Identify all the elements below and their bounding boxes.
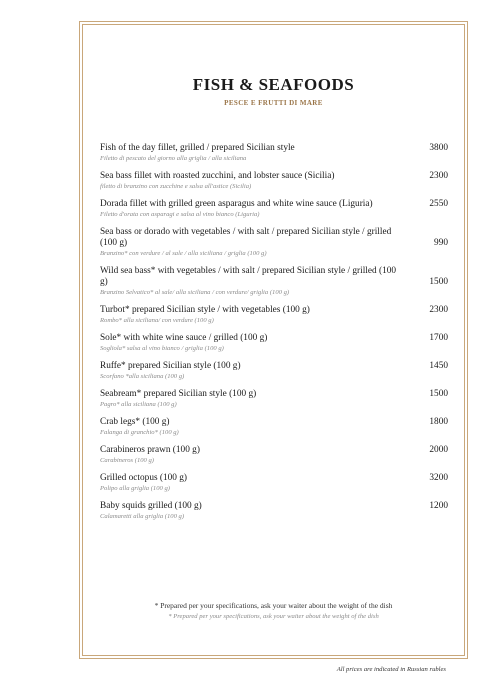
- menu-item-price: 1500: [429, 277, 448, 287]
- menu-item-italian: Sogliola* salsa al vino bianco / griglia (100 g): [100, 345, 224, 352]
- menu-item-name: Turbot* prepared Sicilian style / with vegetables (100 g): [100, 305, 310, 315]
- menu-item: [100, 171, 448, 191]
- menu-item-price: 2000: [429, 445, 448, 455]
- menu-item: [100, 473, 448, 493]
- currency-note: All prices are indicated in Russian rubles: [336, 666, 446, 673]
- menu-item-price: 1500: [429, 389, 448, 399]
- menu-item: [100, 333, 448, 353]
- menu-item-name: Dorada fillet with grilled green asparagus and white wine sauce (Liguria): [100, 199, 373, 209]
- menu-item-price: 3200: [429, 473, 448, 483]
- menu-item: [100, 143, 448, 163]
- menu-item-price: 2550: [429, 199, 448, 209]
- menu-item-name: Seabream* prepared Sicilian style (100 g): [100, 389, 257, 399]
- menu-item: [100, 361, 448, 381]
- menu-item-price: 1800: [429, 417, 448, 427]
- menu-item-italian: Branzino Selvatico* al sale/ alla siciliana / con verdure/ griglia (100 g): [100, 289, 290, 296]
- menu-item: [100, 501, 448, 521]
- menu-item: [100, 305, 448, 325]
- menu-item-italian: Calamaretti alla griglia (100 g): [100, 513, 185, 520]
- menu-list: [100, 143, 448, 529]
- menu-item-italian: Polipo alla griglia (100 g): [100, 485, 170, 492]
- page-title: FISH & SEAFOODS: [192, 75, 355, 94]
- menu-item-name: Carabineros prawn (100 g): [100, 445, 200, 455]
- footnote-italic: * Prepared per your specifications, ask your waiter about the weight of the dish: [168, 613, 379, 620]
- menu-item-name: Ruffe* prepared Sicilian style (100 g): [100, 361, 241, 371]
- menu-item-price: 990: [434, 238, 448, 248]
- menu-item-name: Fish of the day fillet, grilled / prepared Sicilian style: [100, 143, 295, 153]
- menu-item-italian: filetto di branzino con zucchine e salsa all'astice (Sicilia): [100, 183, 252, 190]
- menu-item-price: 3800: [429, 143, 448, 153]
- footnote: * Prepared per your specifications, ask your waiter about the weight of the dish: [154, 601, 393, 610]
- menu-item-price: 2300: [429, 305, 448, 315]
- menu-item-price: 2300: [429, 171, 448, 181]
- menu-item-price: 1200: [429, 501, 448, 511]
- menu-item-italian: Filetto d'orata con asparagi e salsa al vino bianco (Liguria): [100, 211, 260, 218]
- menu-item-name: Sea bass or dorado with vegetables / with salt / prepared Sicilian style / grilled (100 g): [100, 227, 392, 248]
- menu-item: [100, 266, 448, 297]
- menu-item: [100, 445, 448, 465]
- menu-item-name: Sole* with white wine sauce / grilled (100 g): [100, 333, 268, 343]
- page-subtitle: PESCE E FRUTTI DI MARE: [224, 99, 323, 107]
- menu-item-italian: Pagro* alla siciliana (100 g): [100, 401, 177, 408]
- menu-item-name: Grilled octopus (100 g): [100, 473, 188, 483]
- menu-item-italian: Branzino* con verdure / al sale / alla siciliana / griglia (100 g): [100, 250, 267, 257]
- menu-item-price: 1700: [429, 333, 448, 343]
- menu-item-italian: Scorfano *alla siciliana (100 g): [100, 373, 185, 380]
- menu-item-italian: Carabineros (100 g): [100, 457, 154, 464]
- menu-item-price: 1450: [429, 361, 448, 371]
- menu-item-name: Sea bass fillet with roasted zucchini, and lobster sauce (Sicilia): [100, 171, 335, 181]
- menu-item-italian: Filetto di pescato del giorno alla griglia / alla siciliana: [100, 155, 247, 162]
- menu-item-italian: Rombo* alla siciliana/ con verdure (100 g): [100, 317, 214, 324]
- menu-item-italian: Falanga di granchio* (100 g): [100, 429, 179, 436]
- menu-item: [100, 199, 448, 219]
- menu-item: [100, 417, 448, 437]
- menu-item-name: Crab legs* (100 g): [100, 417, 170, 427]
- menu-item-name: Baby squids grilled (100 g): [100, 501, 202, 511]
- menu-item: [100, 389, 448, 409]
- menu-item: [100, 227, 448, 258]
- menu-item-name: Wild sea bass* with vegetables / with salt / prepared Sicilian style / grilled (100 g): [100, 266, 397, 287]
